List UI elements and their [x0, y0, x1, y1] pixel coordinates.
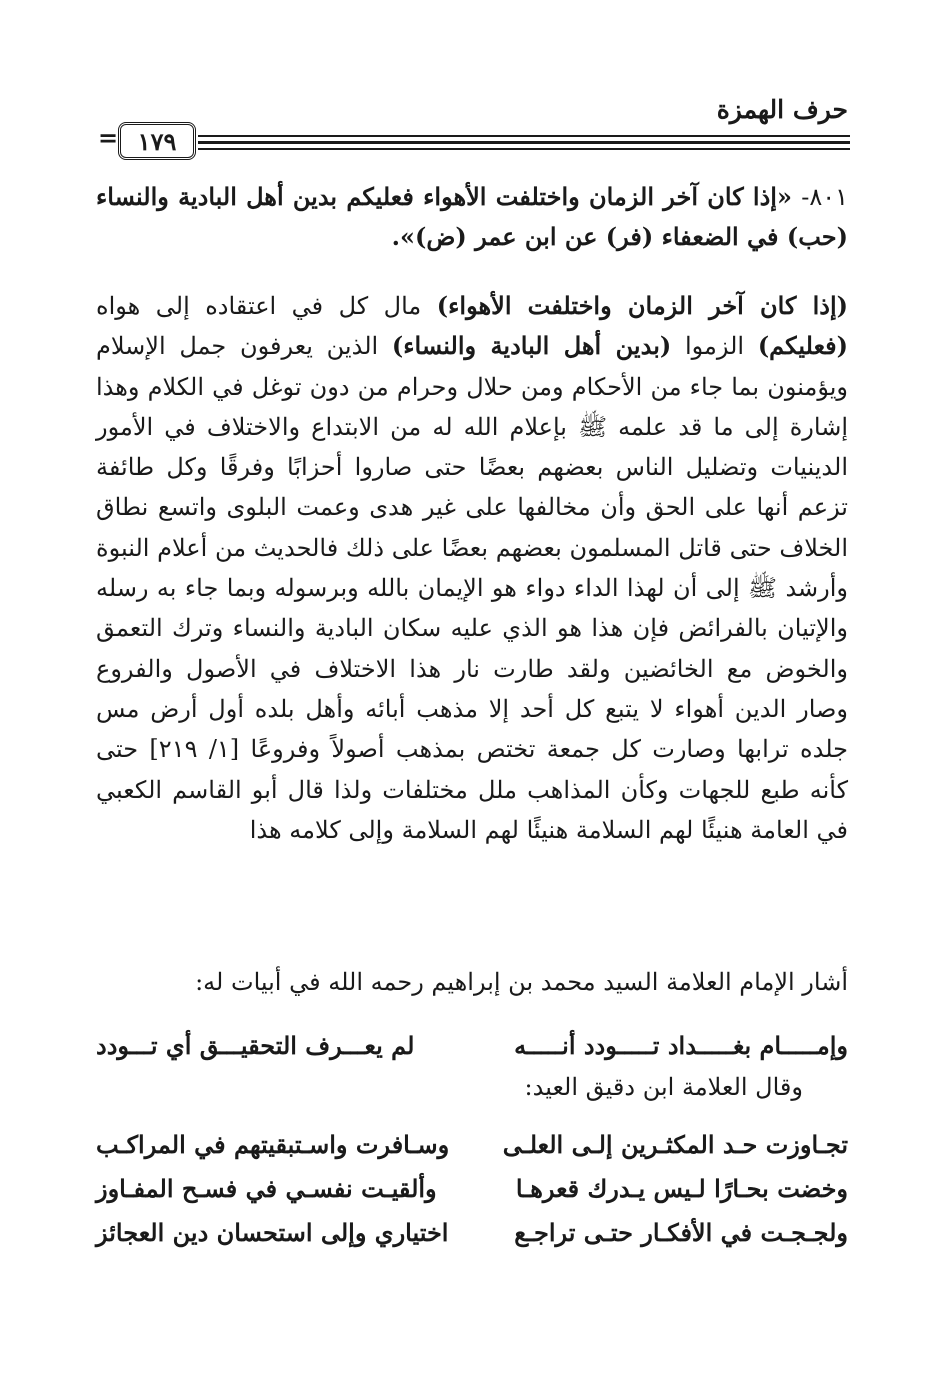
quoted-phrase: (فعليكم): [757, 331, 849, 361]
verse-first-hemistich: ولجـجـت في الأفكـار حتـى تراجـع: [514, 1217, 848, 1247]
poem-intro: أشار الإمام العلامة السيد محمد بن إبراهيم رحمه الله في أبيات له:: [195, 968, 848, 996]
page-number: ١٧٩: [118, 122, 196, 160]
verse-first-hemistich: تجـاوزت حـد المكثـرين إلـى العلـى: [502, 1129, 848, 1159]
commentary-text: الذين يعرفون جمل الإسلام ويؤمنون بما جاء من الأحكام ومن حلال وحرام من دون توغل في الكلام وهذا إشارة إلى ما قد علمه ﷺ بإعلام الله له من الابتداع والاختلاف في الأمور الدينيات وتضليل الناس بعضهم بعضًا حتى صاروا أحزابًا وفرقًا وكل طائفة تزعم أنها على الحق وأن مخالفها على غير هدى وعمت البلوى واتسع نطاق الخلاف حتى قاتل المسلمون بعضهم بعضًا على ذلك فالحديث من أعلام النبوة وأرشد ﷺ إلى أن لهذا الداء دواء هو الإيمان بالله وبرسوله وبما جاء به رسله والإتيان بالفرائض فإن هذا هو الذي عليه سكان البادية والنساء وترك التعمق والخوض مع الخائضين ولقد طارت نار هذا الاختلاف في الأصول والفروع وصار الدين أهواء لا يتبع كل أحد إلا مذهب أبائه وأهل بلده أول أرض مس جلده ترابها وصارت كل جمعة تختص بمذهب أصولاً وفروعًا [١/ ٢١٩] حتى كأنه طبع للجهات وكأن المذاهب ملل مختلفات ولذا قال أبو القاسم الكعبي في العامة هنيئًا لهم السلامة هنيئًا لهم السلامة وإلى كلامه هذا: [96, 332, 848, 844]
commentary-text: مال كل في اعتقاده إلى هواه: [96, 292, 437, 320]
poem: [96, 1122, 848, 1254]
verse-second-hemistich: وألقيـت نفسـي في فسـح المفـاوز: [96, 1173, 437, 1203]
rule-line: [198, 148, 850, 150]
header-rule: [98, 118, 850, 158]
running-title: حرف الهمزة: [716, 95, 848, 124]
quoted-phrase: (بدين أهل البادية والنساء): [391, 331, 672, 361]
verse-first-hemistich: وإمـــــام بغـــــداد تـــــودد أنـــــه: [514, 1030, 848, 1060]
verse: [96, 1166, 848, 1210]
verse: [96, 1210, 848, 1254]
verse-second-hemistich: اختياري وإلى استحسان دين العجائز: [96, 1217, 449, 1247]
hadith-entry: [96, 177, 848, 258]
verse-second-hemistich: لم يعـــرف التحقيـــق أي تـــودد: [96, 1030, 415, 1060]
hadith-text: «إذا كان آخر الزمان واختلفت الأهواء فعليكم بدين أهل البادية والنساء (حب) في الضعفاء (فر) عن ابن عمر (ض)».: [96, 182, 848, 252]
verse-first-hemistich: وخضت بحـارًا لـيس يـدرك قعرهـا: [515, 1173, 848, 1203]
rule-line: [198, 135, 850, 137]
verse: [96, 1122, 848, 1166]
poem-intro: وقال العلامة ابن دقيق العيد:: [524, 1073, 803, 1101]
hadith-number: ٨٠١-: [801, 183, 849, 211]
verse: [96, 1023, 848, 1067]
commentary-text: الزموا: [671, 332, 758, 361]
rule-line: [198, 141, 850, 144]
verse-second-hemistich: وسـافرت واسـتبقيتهم في المراكـب: [96, 1129, 450, 1159]
commentary: [96, 286, 848, 850]
header-ornament: =: [98, 123, 119, 152]
quoted-phrase: (إذا كان آخر الزمان واختلفت الأهواء): [436, 291, 848, 320]
poem: [96, 1023, 848, 1067]
